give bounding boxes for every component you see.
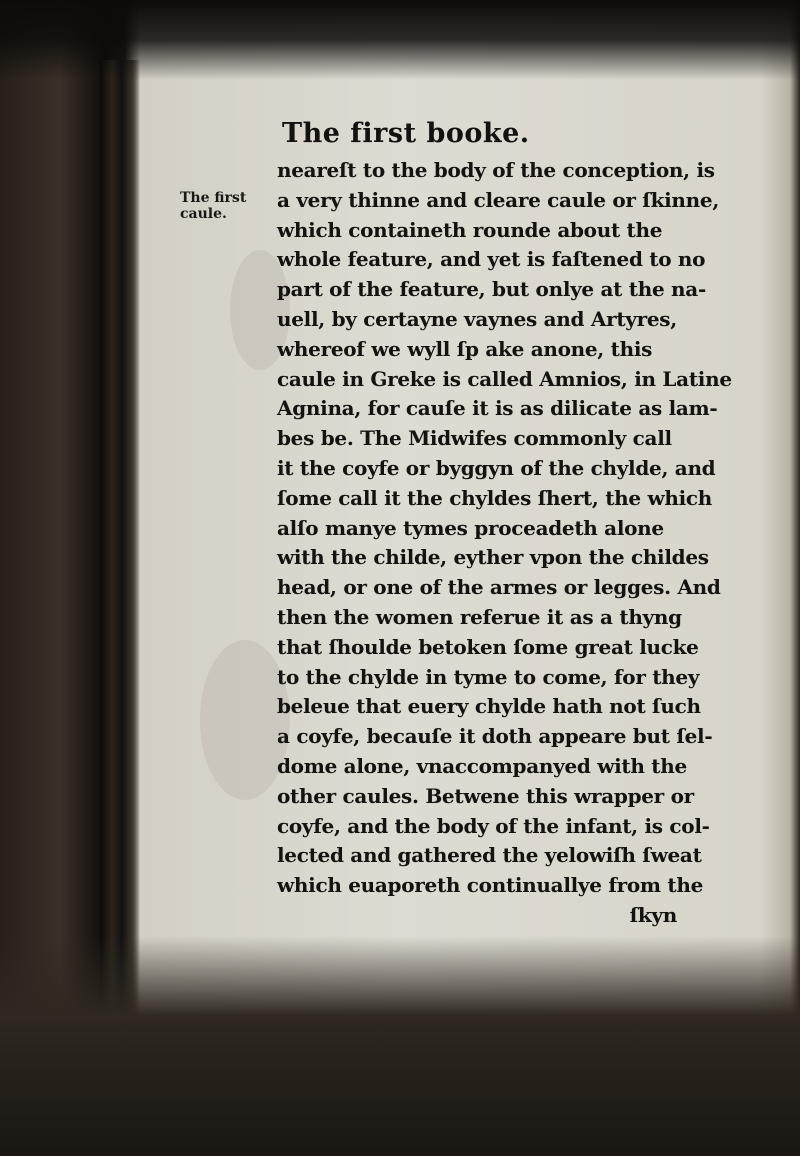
margin-note: [180, 190, 270, 222]
text-line: alſo manye tymes proceadeth alone: [277, 515, 664, 540]
text-line: uell, by certayne vaynes and Artyres,: [277, 306, 677, 331]
text-line: to the chylde in tyme to come, for they: [277, 664, 700, 689]
text-line: caule in Greke is called Amnios, in Latine: [277, 366, 732, 391]
text-line: whereof we wyll ſp ake anone, this: [277, 336, 653, 361]
text-line: beleue that euery chylde hath not ſuch: [277, 694, 701, 719]
margin-note-line: The first: [180, 190, 247, 206]
text-line: with the childe, eyther vpon the childes: [277, 545, 709, 570]
text-line: part of the feature, but onlye at the na-: [277, 277, 706, 302]
text-line: Agnina, for cauſe it is as dilicate as lam-: [277, 396, 718, 421]
text-line: which containeth rounde about the: [277, 217, 663, 242]
text-line: ſome call it the chyldes ſhert, the which: [277, 485, 713, 510]
text-line: lected and gathered the yelowiſh ſweat: [277, 843, 702, 868]
top-shadow: [0, 0, 800, 80]
text-line: then the women referue it as a thyng: [277, 604, 682, 629]
body-text: [277, 156, 732, 931]
catchword: ſkyn: [629, 902, 677, 927]
margin-note-line: caule.: [180, 206, 227, 222]
text-line: dome alone, vnaccompanyed with the: [277, 753, 687, 778]
text-line: other caules. Betwene this wrapper or: [277, 783, 694, 808]
text-line: bes be. The Midwifes commonly call: [277, 426, 672, 451]
text-line: it the coyfe or byggyn of the chylde, and: [277, 455, 716, 480]
text-line: coyfe, and the body of the infant, is col-: [277, 813, 710, 838]
text-line: head, or one of the armes or legges. And: [277, 575, 721, 600]
text-line: a coyfe, becauſe it doth appeare but ſel-: [277, 724, 713, 749]
text-line: that ſhoulde betoken ſome great lucke: [277, 634, 699, 659]
book-spine: [100, 60, 140, 1060]
bottom-shadow: [0, 936, 800, 1156]
text-line: neareſt to the body of the conception, is: [277, 158, 715, 182]
text-line: a very thinne and cleare caule or ſkinne,: [277, 187, 719, 212]
running-head: The first booke.: [282, 118, 530, 149]
text-line: whole feature, and yet is faſtened to no: [277, 247, 706, 272]
text-line: which euaporeth continuallye from the: [277, 873, 704, 898]
